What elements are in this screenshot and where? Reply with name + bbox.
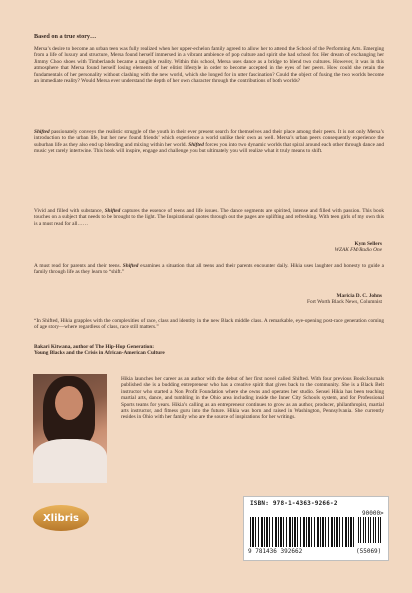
review-text: Vivid and filled with substance, — [34, 208, 105, 214]
author-photo — [33, 374, 107, 483]
isbn-label: ISBN: 978-1-4363-9266-2 — [250, 500, 338, 507]
barcode-digits: 9 781436 392662 — [248, 548, 303, 555]
review-3-attribution — [34, 344, 165, 357]
book-title-inline: Shifted — [104, 208, 121, 214]
isbn-barcode — [243, 496, 389, 561]
price-code: 90000> — [362, 510, 384, 517]
review-2-attribution — [307, 293, 382, 306]
synopsis-text: forces you into two dynamic worlds that spiral around each other through dance and music yet rarely intertwine. This book will inspire, engage and challenge you but ultimately you will realize what it truly means to shift. — [34, 141, 384, 155]
reviewer-name: Maricia D. C. Johns — [336, 293, 382, 299]
publisher-logo: Xlibris — [33, 505, 89, 531]
reviewer-name: Bakari Kitwana, author of The Hip-Hop Generation: — [34, 344, 155, 350]
review-1 — [34, 208, 384, 227]
barcode-addon-digits: (55069) — [356, 548, 382, 555]
author-bio: Hikia launches her career as an author with the debut of her first novel called Shifted. With four previous Book/Journals published she is a budding entrepreneur who has a creative spirit that gives back to the community. She is a Black Belt instructor who started a Non Profit Foundation where she owns and operates her studio. Sensei Hikia has been teaching martial arts, dance, and tumbling in the Ohio area including inside the Inner City Schools system, and for Professional Sports teams for years. Hikia’s calling as an entrepreneur continues to grow as an author, producer, philanthropist, martial arts instructor, and fitness guru into the future. Hikia was born and raised in Washington, Pennsylvania. She currently resides in Ohio with her family who are the source of inspirations for her writings. — [121, 376, 384, 421]
barcode-addon-bars — [358, 517, 382, 543]
review-text: examines a situation that all teens and their parents encounter daily. Hikia uses laughter and honesty to guide a family through life as they learn to “shift.” — [34, 263, 385, 276]
synopsis-text: passionately conveys the realistic struggle of the youth in their ever present search for themselves and their place among their peers. It is not only Mersa’s introduction to the urban life, but her new found friends’ which experience a world unlike their own as well. Mersa’s urban peers consequently experience the suburban life as they also end up blending and mixing within her world. — [34, 129, 384, 148]
review-2 — [34, 263, 384, 276]
reviewer-name: Kym Sellers — [354, 241, 382, 247]
review-1-attribution — [335, 241, 382, 254]
review-text: captures the essence of teens and life issues. The dance segments are spirited, intense and filled with passion. This book touches on a subject that needs to be brought to the light. The Inspirational quotes through out the pages are uplifting and refreshing. With teen girls of my own this is a must read for all…… — [34, 208, 384, 227]
book-title-inline: Shifted — [122, 263, 139, 269]
synopsis-paragraph-2 — [34, 129, 384, 155]
book-title-inline: Shifted — [188, 141, 204, 148]
reviewer-org: Fort Worth Black News, Columnist — [307, 299, 382, 306]
book-title-inline: Shifted — [34, 129, 50, 135]
reviewer-book: Young Blacks and the Crisis in African-American Culture — [34, 350, 165, 357]
synopsis-paragraph-1: Mersa’s desire to become an urban teen was fully realized when her upper-echelon family agreed to allow her to attend the School of the Performing Arts. Emerging from a life of luxury and structure, Mersa found herself immersed in a vibrant ambience of pop culture and spirit she had school for. Her dream of exchanging her Jimmy Choo shoes with Timberlands became a tangible reality. Within this school, Mersa uses dance as a bridge to blend two cultures. However, it was in this atmosphere that Mersa found herself losing elements of her elitist lifestyle in order to become accepted in the eyes of her peers. How could she retain the fundamentals of her personality without clashing with the new world, which she longed for in utter fascination? Could the object of fusing the two worlds become an immediate reality? Would Mersa ever understand the depth of her own character through the contributions of both worlds? — [34, 46, 384, 85]
reviewer-org: WZAK FM/Radio One — [334, 247, 382, 254]
review-text: A must read for parents and their teens. — [34, 263, 123, 269]
barcode-bars — [250, 517, 354, 547]
header-tagline: Based on a true story… — [34, 33, 97, 40]
review-3: “In Shifted, Hikia grapples with the complexities of race, class and identity in the new Black middle class. A remarkable, eye-opening post-race generation coming of age story—where regardless of class, race still matters.” — [34, 318, 384, 331]
